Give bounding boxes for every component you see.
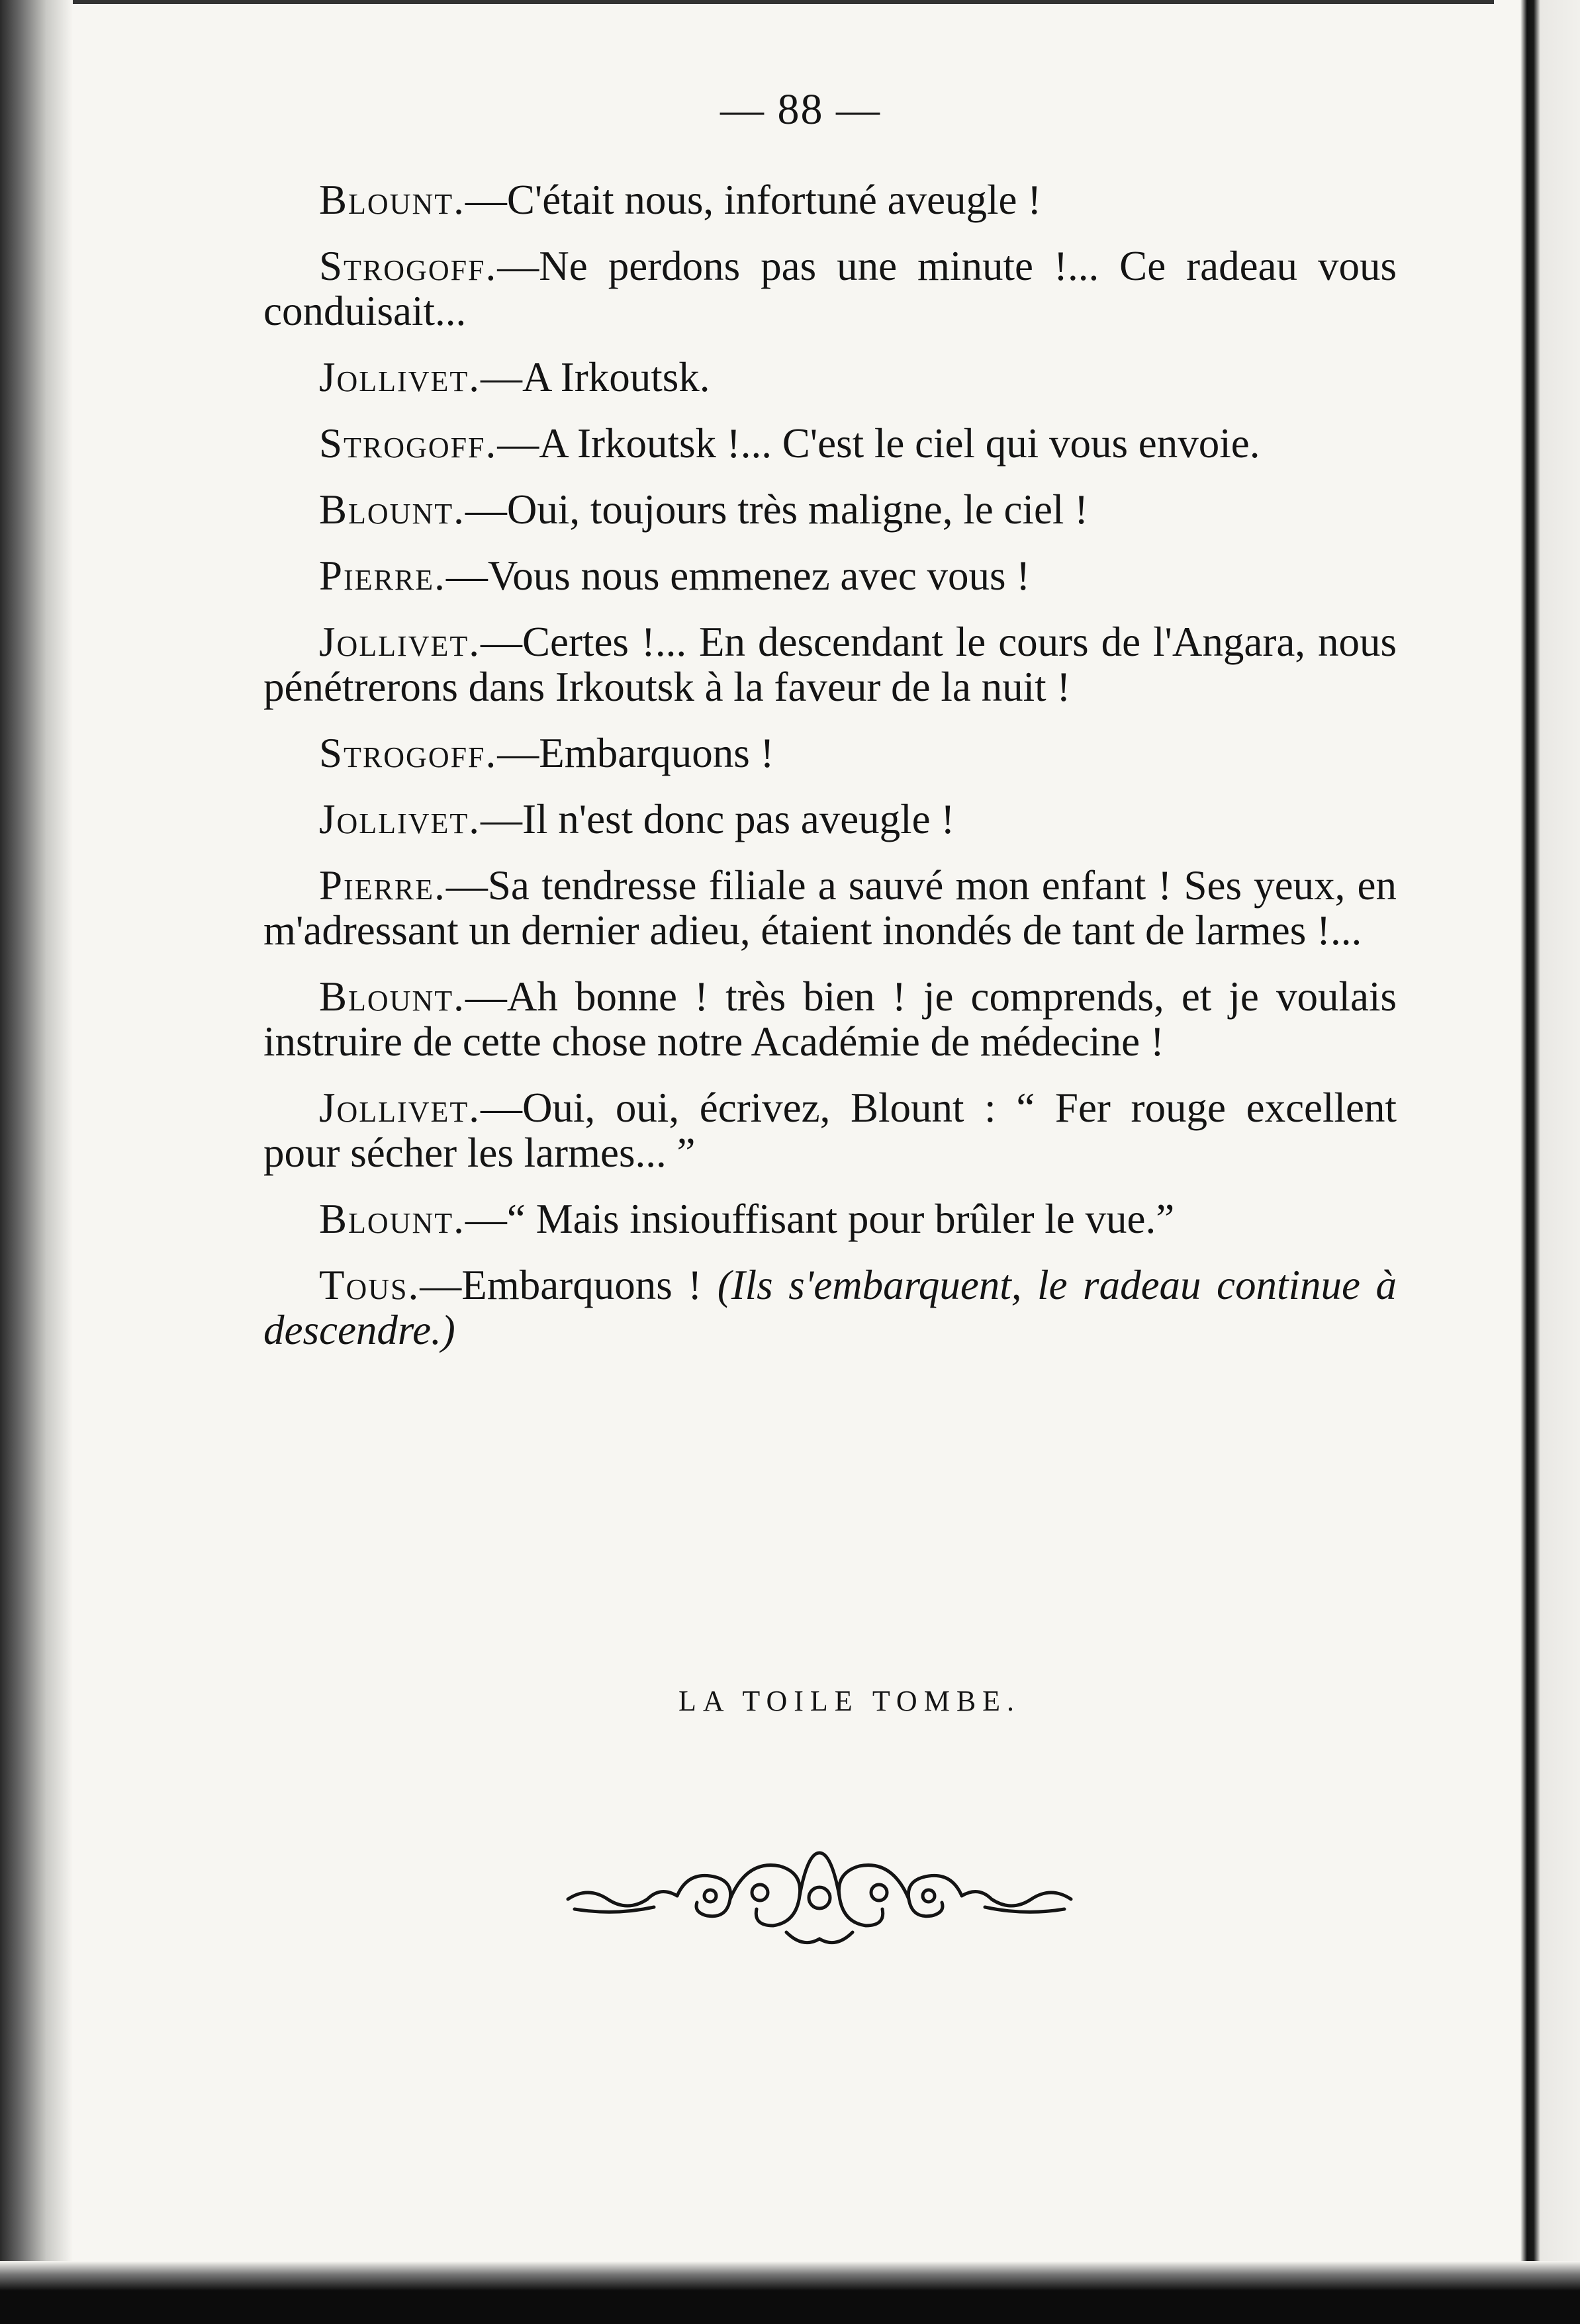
dialogue-line: [263, 863, 1397, 953]
dialogue-line: [263, 974, 1397, 1064]
dialogue-line: [263, 487, 1397, 532]
speaker-name: Blount.: [319, 177, 465, 223]
dialogue-text: —Vous nous emmenez avec vous !: [445, 553, 1031, 599]
dialogue-line: [263, 619, 1397, 709]
dialogue-text: —Embarquons !: [497, 730, 774, 776]
dialogue-line: [263, 244, 1397, 334]
speaker-name: Jollivet.: [319, 619, 481, 665]
speaker-name: Jollivet.: [319, 1085, 481, 1131]
dialogue-text: —Il n'est donc pas aveugle !: [480, 796, 955, 842]
dialogue-text: —Oui, toujours très maligne, le ciel !: [465, 486, 1089, 533]
speaker-name: Jollivet.: [319, 796, 481, 842]
dialogue-line: [263, 1085, 1397, 1175]
final-dialogue-line: [263, 1263, 1397, 1353]
dialogue-text: —“ Mais insiouffisant pour brûler le vue.”: [465, 1196, 1175, 1242]
dialogue-text: —A Irkoutsk !... C'est le ciel qui vous envoie.: [497, 420, 1260, 467]
dialogue-text: —Certes !... En descendant le cours de l'Angara, nous pénétrerons dans Irkoutsk à la faveur de la nuit !: [263, 619, 1397, 710]
dialogue-line: [263, 553, 1397, 598]
dialogue-line: [263, 1196, 1397, 1241]
dialogue-text: —Oui, oui, écrivez, Blount : “ Fer rouge excellent pour sécher les larmes... ”: [263, 1085, 1397, 1176]
scan-bottom-edge: [0, 2261, 1580, 2324]
stage-direction: (Ils s'embarquent, le radeau continue à descendre.): [263, 1262, 1397, 1353]
scan-right-edge: [1494, 0, 1580, 2324]
speaker-name: Strogoff.: [319, 730, 498, 776]
dialogue-line: [263, 731, 1397, 776]
speaker-name: Blount.: [319, 486, 465, 533]
dialogue-text: —A Irkoutsk.: [480, 354, 710, 400]
dialogue-text: —Ne perdons pas une minute !... Ce radeau vous conduisait...: [263, 243, 1397, 334]
dialogue-text: —C'était nous, infortuné aveugle !: [465, 177, 1042, 223]
speaker-name: Strogoff.: [319, 420, 498, 467]
speaker-name: Jollivet.: [319, 354, 481, 400]
speaker-name: Pierre.: [319, 553, 446, 599]
dialogue-text: —Sa tendresse filiale a sauvé mon enfant ! Ses yeux, en m'adressant un dernier adieu, étaient inondés de tant de larmes !...: [263, 862, 1397, 954]
speaker-name: Blount.: [319, 973, 465, 1020]
dialogue-block: [263, 177, 1397, 1374]
speaker-name: Tous.: [319, 1262, 420, 1308]
speaker-name: Strogoff.: [319, 243, 498, 289]
speaker-name: Blount.: [319, 1196, 465, 1242]
decorative-tailpiece-icon: [561, 1846, 1078, 1952]
dialogue-text: —Ah bonne ! très bien ! je comprends, et je voulais instruire de cette chose notre Académie de médecine !: [263, 973, 1397, 1065]
page-number: — 88 —: [720, 85, 881, 134]
curtain-falls-line: LA TOILE TOMBE.: [678, 1685, 1021, 1717]
dialogue-text: —Embarquons !: [420, 1262, 718, 1308]
scan-left-edge: [0, 0, 73, 2324]
dialogue-line: [263, 797, 1397, 842]
dialogue-line: [263, 355, 1397, 400]
dialogue-line: [263, 177, 1397, 222]
dialogue-line: [263, 421, 1397, 466]
scan-top-border: [0, 0, 1580, 4]
speaker-name: Pierre.: [319, 862, 446, 909]
